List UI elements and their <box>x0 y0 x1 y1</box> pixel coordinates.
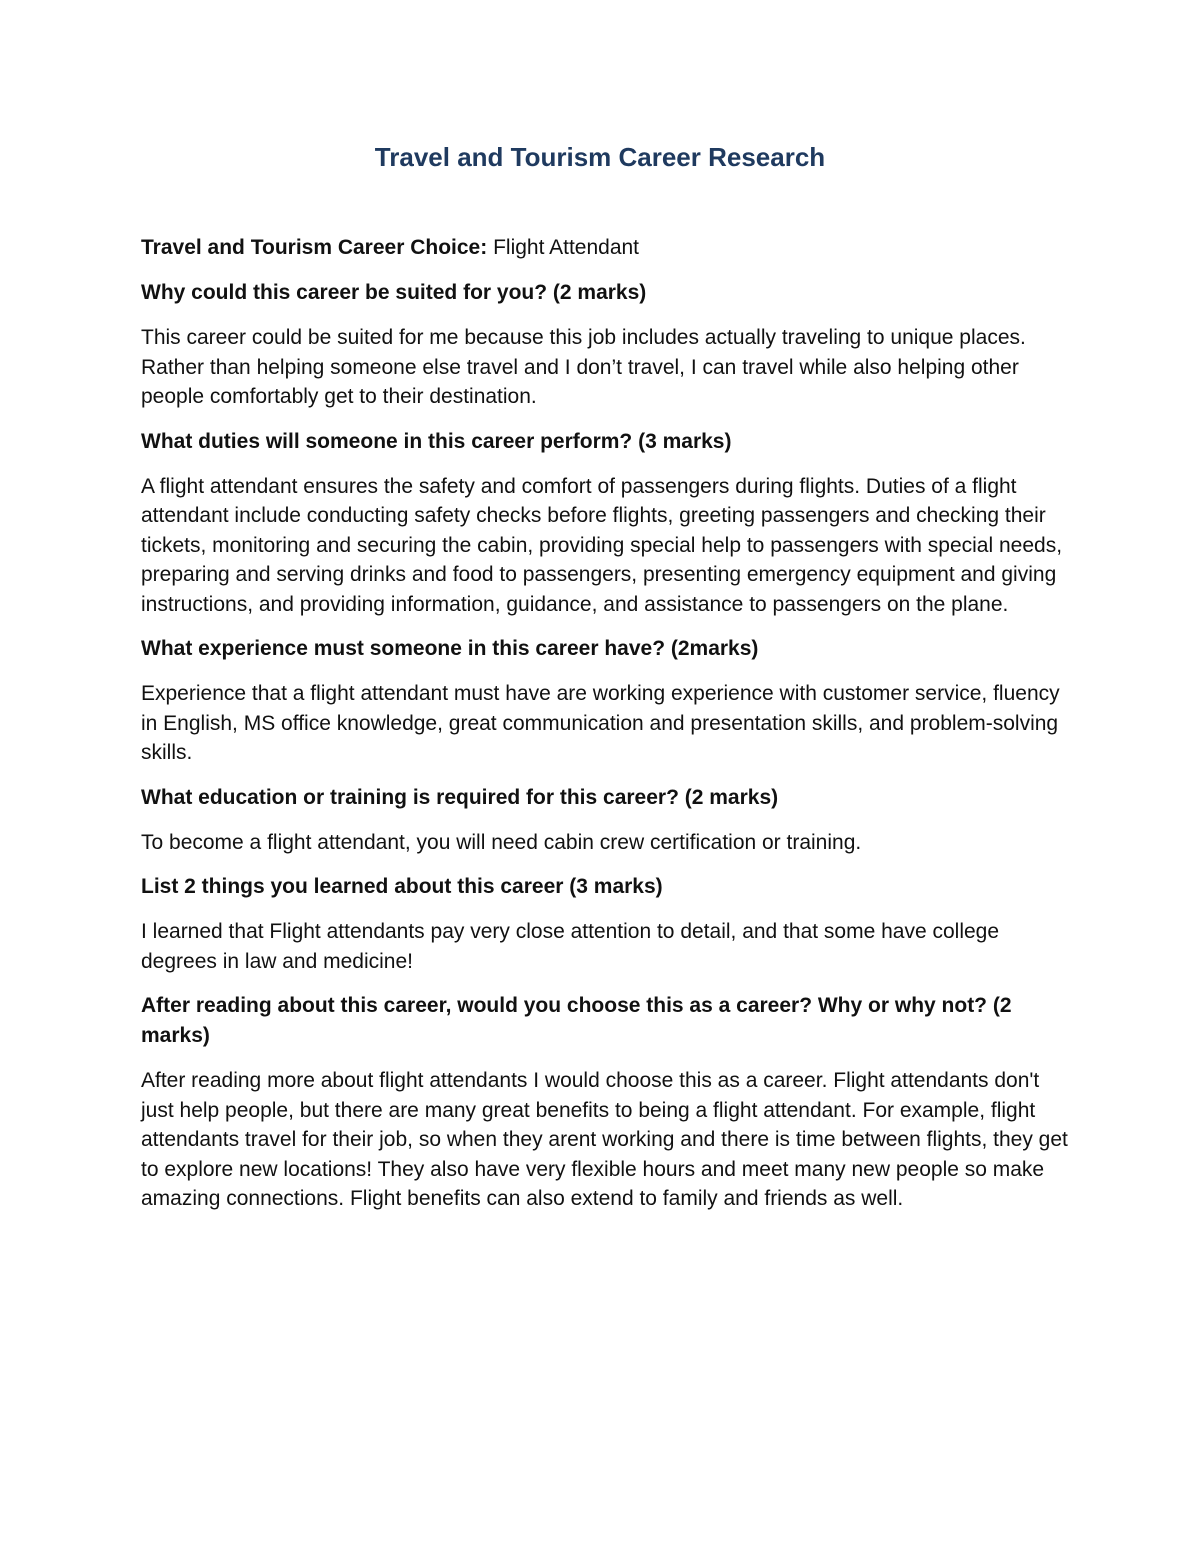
question-5: List 2 things you learned about this career (3 marks) <box>141 875 663 898</box>
question-3: What experience must someone in this career have? (2marks) <box>141 637 759 660</box>
career-choice-value: Flight Attendant <box>493 236 640 259</box>
document-title: Travel and Tourism Career Research <box>374 142 826 172</box>
answer-5: I learned that Flight attendants pay very close attention to detail, and that some have college degrees in law and medicine! <box>141 920 1000 973</box>
answer-1: This career could be suited for me because this job includes actually traveling to unique places. Rather than helping someone else travel and I don’t travel, I can travel while also helping other people comfortably get to their destination. <box>141 326 1026 408</box>
question-1: Why could this career be suited for you? (2 marks) <box>141 281 647 304</box>
answer-3: Experience that a flight attendant must have are working experience with customer service, fluency in English, MS office knowledge, great communication and presentation skills, and problem-solving skills. <box>141 682 1060 764</box>
question-2: What duties will someone in this career perform? (3 marks) <box>141 429 732 453</box>
document-body <box>141 233 1071 1229</box>
question-4: What education or training is required for this career? (2 marks) <box>141 785 779 809</box>
question-6: After reading about this career, would you choose this as a career? Why or why not? (2 marks) <box>141 994 1012 1047</box>
career-choice-line <box>141 233 1071 263</box>
answer-4: To become a flight attendant, you will need cabin crew certification or training. <box>141 830 862 854</box>
career-choice-label: Travel and Tourism Career Choice: <box>141 236 488 259</box>
answer-2: A flight attendant ensures the safety and comfort of passengers during flights. Duties of a flight attendant include conducting safety checks before flights, greeting passengers and checking their tickets, monitoring and securing the cabin, providing special help to passengers with special needs, preparing and serving drinks and food to passengers, presenting emergency equipment and giving instructions, and providing information, guidance, and assistance to passengers on the plane. <box>141 474 1063 616</box>
answer-6: After reading more about flight attendants I would choose this as a career. Flight attendants don't just help people, but there are many great benefits to being a flight attendant. For example, flight attendants travel for their job, so when they arent working and there is time between flights, they get to explore new locations! They also have very flexible hours and meet many new people so make amazing connections. Flight benefits can also extend to family and friends as well. <box>141 1069 1068 1210</box>
